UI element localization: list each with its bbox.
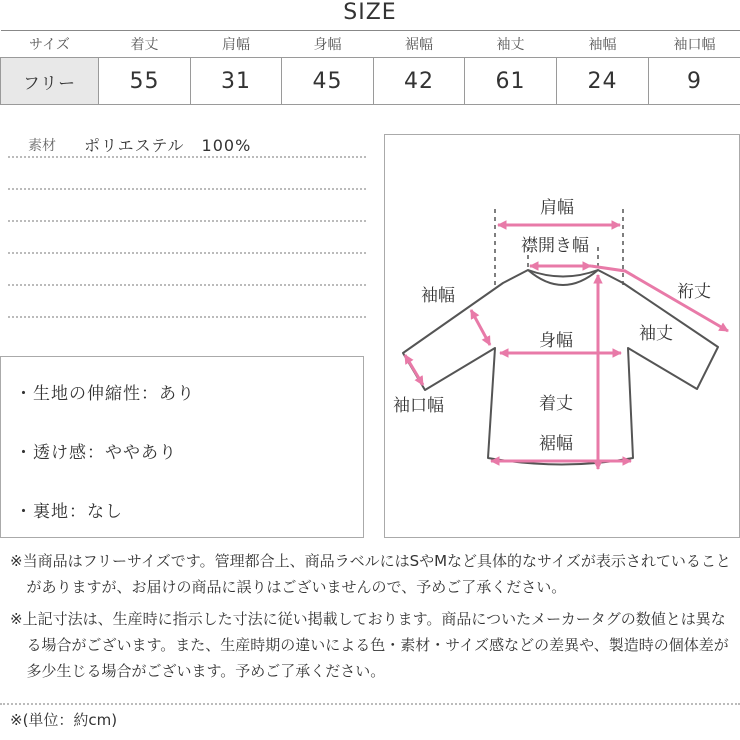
unit-note: ※(単位：約cm) xyxy=(10,711,118,729)
size-title: SIZE xyxy=(343,0,397,25)
features-box xyxy=(0,356,364,538)
dotted-line xyxy=(8,158,366,190)
feature-stretch: ・生地の伸縮性：あり xyxy=(15,384,195,404)
label-neck: 襟開き幅 xyxy=(521,236,589,256)
cuff-arrow xyxy=(405,355,423,385)
header-sleeve-length: 袖丈 xyxy=(496,37,525,53)
note-free-size: ※当商品はフリーサイズです。管理都合上、商品ラベルにはSやMなど具体的なサイズが表示されていることがありますが、お届けの商品に誤りはございませんので、予めご了承ください。 xyxy=(10,552,731,596)
dotted-line xyxy=(8,286,366,318)
cell-shoulder: 31 xyxy=(191,58,282,105)
divider xyxy=(0,703,740,705)
label-shoulder: 肩幅 xyxy=(540,198,574,218)
feature-lining: ・裏地：なし xyxy=(15,502,123,522)
material-row xyxy=(8,128,366,158)
cell-sleeve-width: 24 xyxy=(557,58,649,105)
header-cuff: 袖口幅 xyxy=(673,37,716,53)
size-table xyxy=(0,30,740,105)
label-hem: 裾幅 xyxy=(539,434,573,454)
dotted-line xyxy=(8,190,366,222)
material-label: 素材 xyxy=(28,138,56,154)
header-size: サイズ xyxy=(29,37,70,53)
garment-svg xyxy=(385,135,740,539)
label-yuki: 裄丈 xyxy=(677,282,711,302)
material-section xyxy=(0,128,366,318)
row-size-label: フリー xyxy=(1,58,99,105)
notes-section xyxy=(10,548,738,690)
garment-diagram xyxy=(384,134,740,538)
cell-cuff: 9 xyxy=(649,58,740,105)
cell-hem: 42 xyxy=(374,58,465,105)
label-sleeve-length: 袖丈 xyxy=(639,324,673,344)
table-row xyxy=(1,58,740,105)
sleeve-width-arrow xyxy=(471,310,490,345)
header-shoulder: 肩幅 xyxy=(222,37,250,53)
dotted-line xyxy=(8,222,366,254)
material-value: ポリエステル 100% xyxy=(84,136,252,155)
table-header-row xyxy=(1,31,740,58)
header-sleeve-width: 袖幅 xyxy=(588,37,617,53)
header-hem: 裾幅 xyxy=(405,37,433,53)
cell-body-width: 45 xyxy=(282,58,374,105)
label-sleeve-width: 袖幅 xyxy=(421,286,455,306)
dotted-line xyxy=(8,254,366,286)
header-body-width: 身幅 xyxy=(313,37,342,53)
label-cuff: 袖口幅 xyxy=(393,396,444,416)
cell-length: 55 xyxy=(99,58,191,105)
cell-sleeve-length: 61 xyxy=(465,58,557,105)
feature-sheer: ・透け感：ややあり xyxy=(15,443,177,463)
header-length: 着丈 xyxy=(130,37,159,53)
label-length: 着丈 xyxy=(539,394,573,414)
label-body-width: 身幅 xyxy=(539,331,573,351)
note-measurements: ※上記寸法は、生産時に指示した寸法に従い掲載しております。商品についたメーカータグの数値とは異なる場合がございます。また、生産時期の違いによる色・素材・サイズ感などの差異や、製造時の個体差が多少生じる場合がございます。予めご了承ください。 xyxy=(10,610,729,680)
